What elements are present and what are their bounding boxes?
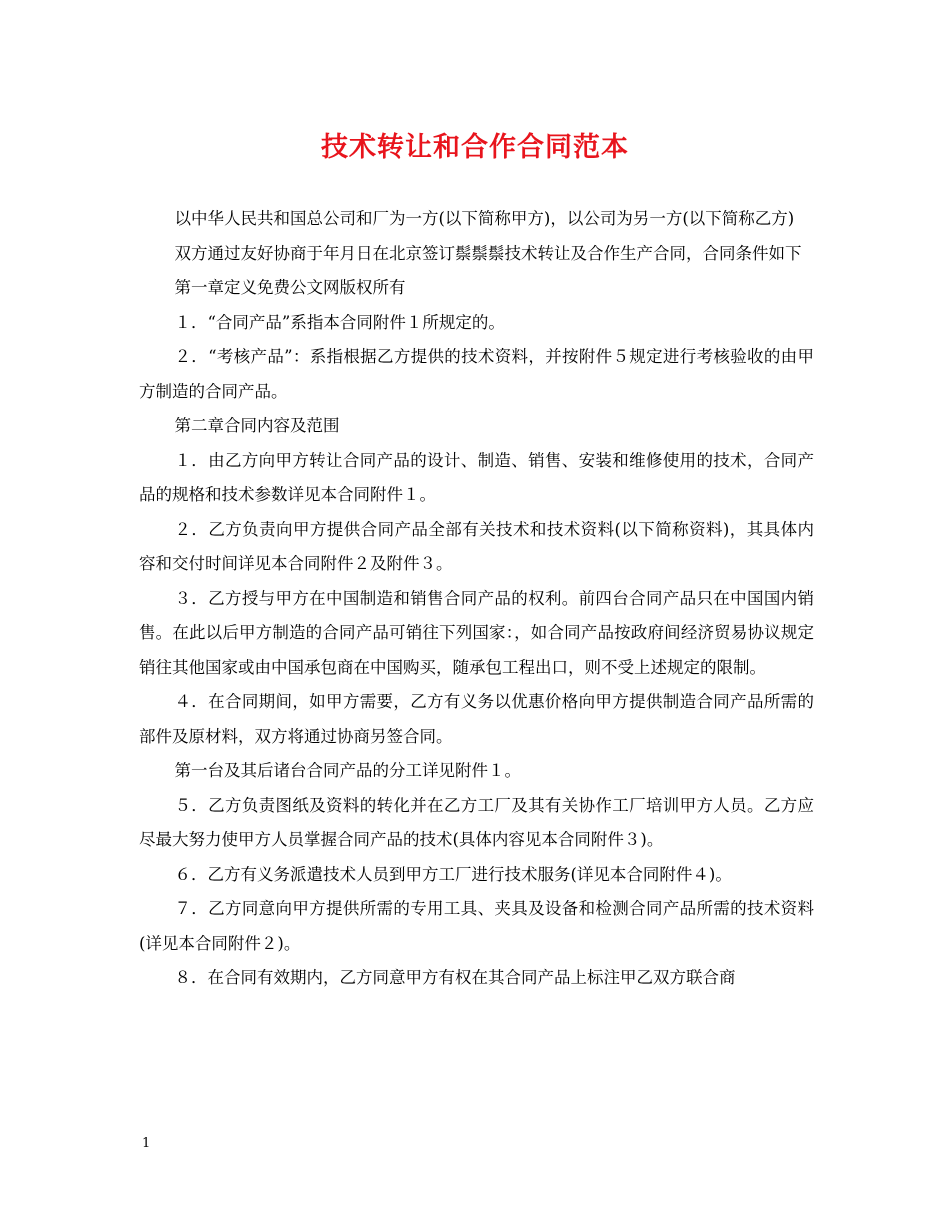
clause-2-2: ２．乙方负责向甲方提供合同产品全部有关技术和技术资料(以下简称资料)，其具体内容和交付时间详见本合同附件２及附件３。 <box>139 519 814 573</box>
clause-2-3: ３．乙方授与甲方在中国制造和销售合同产品的权利。前四台合同产品只在中国国内销售。在此以后甲方制造的合同产品可销往下列国家：，如合同产品按政府间经济贸易协议规定销往其他国家或由中国承包商在中国购买，随承包工程出口，则不受上述规定的限制。 <box>139 588 814 677</box>
clause-2-6: ６．乙方有义务派遣技术人员到甲方工厂进行技术服务(详见本合同附件４)。 <box>174 864 732 884</box>
clause-2-1: １．由乙方向甲方转让合同产品的设计、制造、销售、安装和维修使用的技术，合同产品的规格和技术参数详见本合同附件１。 <box>139 450 814 504</box>
paragraph-parties: 以中华人民共和国总公司和厂为一方(以下简称甲方)，以公司为另一方(以下简称乙方) <box>174 209 795 228</box>
clause-1-1: １．“合同产品”系指本合同附件１所规定的。 <box>174 312 505 332</box>
clause-2-7: ７．乙方同意向甲方提供所需的专用工具、夹具及设备和检测合同产品所需的技术资料(详见本合同附件２)。 <box>139 899 814 953</box>
chapter-1-heading: 第一章定义免费公文网版权所有 <box>174 278 406 297</box>
clause-2-4: ４．在合同期间，如甲方需要，乙方有义务以优惠价格向甲方提供制造合同产品所需的部件及原材料，双方将通过协商另签合同。 <box>139 692 814 746</box>
clause-1-2: ２．“考核产品”：系指根据乙方提供的技术资料，并按附件５规定进行考核验收的由甲方制造的合同产品。 <box>139 347 814 401</box>
chapter-2-heading: 第二章合同内容及范围 <box>174 416 340 435</box>
document-title: 技术转让和合作合同范本 <box>321 132 629 163</box>
clause-2-8: ８．在合同有效期内，乙方同意甲方有权在其合同产品上标注甲乙双方联合商 <box>174 968 736 987</box>
paragraph-agreement: 双方通过友好协商于年月日在北京签订鬃鬃鬃技术转让及合作生产合同，合同条件如下 <box>174 243 802 263</box>
clause-2-4-note: 第一台及其后诸台合同产品的分工详见附件１。 <box>174 761 521 780</box>
document-body <box>139 202 814 996</box>
page-number: 1 <box>142 1136 151 1151</box>
clause-2-5: ５．乙方负责图纸及资料的转化并在乙方工厂及其有关协作工厂培训甲方人员。乙方应尽最大努力使甲方人员掌握合同产品的技术(具体内容见本合同附件３)。 <box>139 795 814 849</box>
